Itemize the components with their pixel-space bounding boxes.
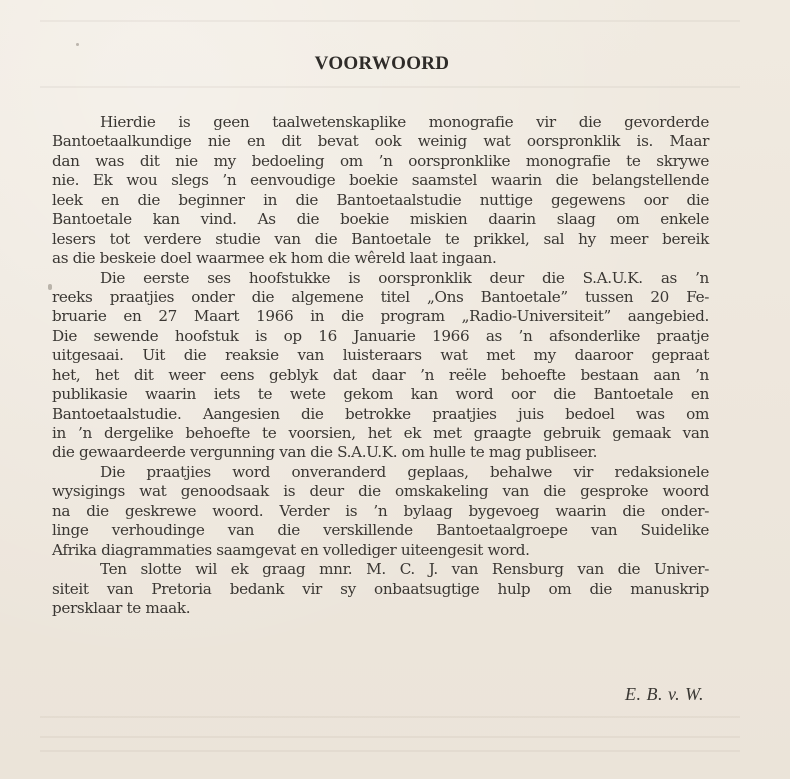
text-line: leek en die beginner in die Bantoetaalstudie nuttige gegewens oor die xyxy=(52,190,709,209)
text-line: siteit van Pretoria bedank vir sy onbaatsugtige hulp om die manuskrip xyxy=(52,579,709,598)
text-line: lesers tot verdere studie van die Bantoetale te prikkel, sal hy meer bereik xyxy=(52,229,709,248)
text-line: die gewaardeerde vergunning van die S.A.U.K. om hulle te mag publiseer. xyxy=(52,443,598,462)
text-line: Die praatjies word onveranderd geplaas, behalwe vir redaksionele xyxy=(100,462,709,481)
text-line: wysigings wat genoodsaak is deur die omskakeling van die gesproke woord xyxy=(52,482,709,501)
text-line: het, het dit weer eens geblyk dat daar ’n reële behoefte bestaan aan ’n xyxy=(52,365,709,384)
show-through-line xyxy=(40,736,740,738)
text-line: Bantoetaalstudie. Aangesien die betrokke praatjies juis bedoel was om xyxy=(52,404,709,423)
paragraph-1 xyxy=(52,113,709,269)
text-line: reeks praatjies onder die algemene titel „Ons Bantoetale” tussen 20 Fe- xyxy=(52,287,709,306)
text-line: Hierdie is geen taalwetenskaplike monografie vir die gevorderde xyxy=(100,113,709,131)
author-signature: E. B. v. W. xyxy=(625,684,704,704)
text-line: nie. Ek wou slegs ’n eenvoudige boekie saamstel waarin die belangstellende xyxy=(52,171,709,190)
show-through-line xyxy=(40,750,740,752)
show-through-line xyxy=(40,20,740,22)
foreword-body xyxy=(52,113,709,618)
text-line: Bantoetaalkundige nie en dit bevat ook weinig wat oorspronklik is. Maar xyxy=(52,132,709,151)
text-line: Ten slotte wil ek graag mnr. M. C. J. van Rensburg van die Univer- xyxy=(100,560,709,579)
paragraph-3 xyxy=(52,463,709,560)
text-line: publikasie waarin iets te wete gekom kan word oor die Bantoetale en xyxy=(52,385,709,404)
text-line: Bantoetale kan vind. As die boekie miskien daarin slaag om enkele xyxy=(52,210,709,229)
text-line: uitgesaai. Uit die reaksie van luisteraars wat met my daaroor gepraat xyxy=(52,346,709,365)
text-line: dan was dit nie my bedoeling om ’n oorspronklike monografie te skrywe xyxy=(52,151,709,170)
text-line: persklaar te maak. xyxy=(52,598,191,617)
paper-speck xyxy=(76,43,79,46)
text-line: linge verhoudinge van die verskillende Bantoetaalgroepe van Suidelike xyxy=(52,521,709,540)
text-line: Die eerste ses hoofstukke is oorspronklik deur die S.A.U.K. as ’n xyxy=(100,268,709,287)
text-line: Afrika diagrammaties saamgevat en vollediger uiteengesit word. xyxy=(52,540,530,559)
text-line: as die beskeie doel waarmee ek hom die wêreld laat ingaan. xyxy=(52,249,497,268)
show-through-line xyxy=(40,86,740,88)
paragraph-4 xyxy=(52,560,709,618)
paragraph-2 xyxy=(52,269,709,463)
text-line: in ’n dergelike behoefte te voorsien, het ek met graagte gebruik gemaak van xyxy=(52,424,709,442)
page-title: VOORWOORD xyxy=(314,53,450,74)
show-through-line xyxy=(40,716,740,718)
text-line: na die geskrewe woord. Verder is ’n bylaag bygevoeg waarin die onder- xyxy=(52,501,709,520)
text-line: Die sewende hoofstuk is op 16 Januarie 1966 as ’n afsonderlike praatje xyxy=(52,326,709,345)
text-line: bruarie en 27 Maart 1966 in die program „Radio-Universiteit” aangebied. xyxy=(52,307,709,326)
